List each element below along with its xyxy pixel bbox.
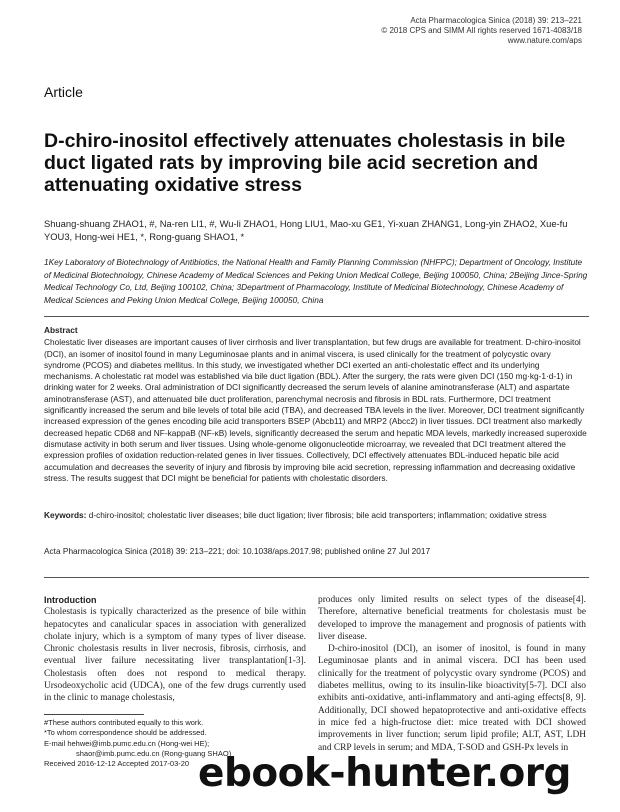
introduction-paragraph: D-chiro-inositol (DCI), an isomer of inositol, is found in many Leguminosae plants and in animal viscera. DCI has been used clinically for the treatment of polycystic ovary syndrome (PCOS) and diabetes mellitus, owing to its insulin-like bioactivity[5-7]. DCI also exhibits anti-oxidative, anti-inflammatory and anti-aging effects[8, 9]. Additionally, DCI showed hepatoprotective and anti-oxidative effects in mice fed a high-fructose diet: mice treated with DCI showed improvements in liver function; serum lipid profile; ALT, AST, LDH and CRP levels in serum; and MDA, T-SOD and GSH-Px levels in bbox=[318, 644, 586, 753]
journal-citation-line: Acta Pharmacologica Sinica (2018) 39: 213–221 bbox=[410, 16, 582, 25]
introduction-right-column bbox=[318, 594, 586, 754]
introduction-heading: Introduction bbox=[44, 595, 97, 605]
correspondence-note: *To whom correspondence should be addressed. bbox=[44, 728, 207, 738]
abstract-text: Cholestatic liver diseases are important causes of liver cirrhosis and liver transplantation, but few drugs are available for treatment. D-chiro-inositol (DCI), an isomer of inositol found in many Leguminosae plants and in animal viscera, is used clinically for the treatment of polycystic ovary syndrome (PCOS) and diabetes mellitus. In this study, we investigated whether DCI exerted an anti-cholestatic effect and its underlying mechanisms. A cholestatic rat model was established via bile duct ligation (BDL). After the surgery, the rats were given DCI (150 mg·kg-1·d-1) in drinking water for 2 weeks. Oral administration of DCI significantly decreased the serum levels of alanine aminotransferase (ALT) and aspartate aminotransferase (AST), and attenuated bile duct proliferation, parenchymal necrosis and fibrosis in BDL rats. Furthermore, DCI treatment significantly increased the serum and bile levels of total bile acid (TBA), and decreased TBA levels in the liver. Moreover, DCI treatment significantly increased expression of the genes encoding bile acid transporters BSEP (Abcb11) and MRP2 (Abcc2) in liver tissues. DCI treatment also markedly decreased hepatic CD68 and NF-kappaB (NF-κB) levels, significantly decreased the serum and hepatic MDA levels, markedly increased superoxide dismutase activity in both serum and liver tissues. Using whole-genome oligonucleotide microarray, we revealed that DCI treatment altered the expression profiles of oxidation reduction-related genes in liver tissues. Collectively, DCI effectively attenuates BDL-induced hepatic bile acid accumulation and decreases the severity of injury and fibrosis by improving bile acid secretion, repressing inflammation and decreasing oxidative stress. The results suggest that DCI might be beneficial for patients with cholestatic disorders. bbox=[44, 337, 587, 483]
footnote-divider bbox=[44, 714, 144, 715]
email-line[interactable]: shaor@imb.pumc.edu.cn (Rong-guang SHAO) bbox=[76, 748, 232, 758]
keywords-block bbox=[44, 510, 589, 521]
keywords-text: d-chiro-inositol; cholestatic liver diseases; bile duct ligation; liver fibrosis; bile acid transporters; inflammation; oxidative stress bbox=[88, 510, 547, 520]
equal-contribution-note: #These authors contributed equally to this work. bbox=[44, 718, 204, 727]
paper-title: D-chiro-inositol effectively attenuates cholestasis in bile duct ligated rats by improving bile acid secretion and attenuating oxidative stress bbox=[44, 130, 566, 196]
section-divider bbox=[44, 316, 589, 317]
author-list: Shuang-shuang ZHAO1, #, Na-ren LI1, #, Wu-li ZHAO1, Hong LIU1, Mao-xu GE1, Yi-xuan ZHANG1, Long-yin ZHAO2, Xue-fu YOU3, Hong-wei HE1, *, Rong-guang SHAO1, * bbox=[44, 218, 568, 242]
citation-line: Acta Pharmacologica Sinica (2018) 39: 213–221; doi: 10.1038/aps.2017.98; published online 27 Jul 2017 bbox=[44, 546, 431, 556]
journal-url[interactable]: www.nature.com/aps bbox=[507, 36, 582, 45]
affiliations: 1Key Laboratory of Biotechnology of Antibiotics, the National Health and Family Planning Commission (NHFPC); Department of Oncology, Institute of Medicinal Biotechnology, Chinese Academy of Medical Sciences and Peking Union Medical College, Beijing 100050, China; 2Beijing Jince-Spring Medical Technology Co, Ltd, Beijing 100102, China; 3Department of Pharmacology, Institute of Medicinal Biotechnology, Chinese Academy of Medical Sciences and Peking Union Medical College, Beijing 100050, China bbox=[44, 257, 588, 305]
email-line[interactable]: E-mail hehwei@imb.pumc.edu.cn (Hong-wei HE); bbox=[44, 738, 210, 748]
section-divider bbox=[44, 577, 589, 578]
watermark-text: ebook-hunter.org bbox=[198, 751, 571, 796]
introduction-left-column bbox=[44, 594, 306, 705]
journal-header bbox=[381, 16, 582, 46]
keywords-label: Keywords: bbox=[44, 510, 87, 520]
introduction-paragraph: Cholestasis is typically characterized as the presence of bile within hepatocytes and canalicular spaces in association with generalized cholate injury, which is a symptom of many types of liver disease. Chronic cholestasis results in liver necrosis, fibrosis, cirrhosis, and eventual liver failure necessitating liver transplantation[1-3]. Cholestasis often does not respond to medical therapy. Ursodeoxycholic acid (UDCA), one of the few drugs currently used in the clinic to manage cholestasis, bbox=[44, 607, 306, 704]
introduction-paragraph: produces only limited results on select types of the disease[4]. Therefore, alternative beneficial treatments for cholestasis must be developed to improve the management and prognosis of patients with liver disease. bbox=[318, 595, 586, 642]
abstract-heading: Abstract bbox=[44, 325, 78, 335]
abstract-block bbox=[44, 325, 589, 484]
received-accepted-dates: Received 2016-12-12 Accepted 2017-03-20 bbox=[44, 759, 190, 769]
journal-copyright-line: © 2018 CPS and SIMM All rights reserved 1671-4083/18 bbox=[381, 26, 582, 35]
article-type-label: Article bbox=[44, 84, 83, 100]
